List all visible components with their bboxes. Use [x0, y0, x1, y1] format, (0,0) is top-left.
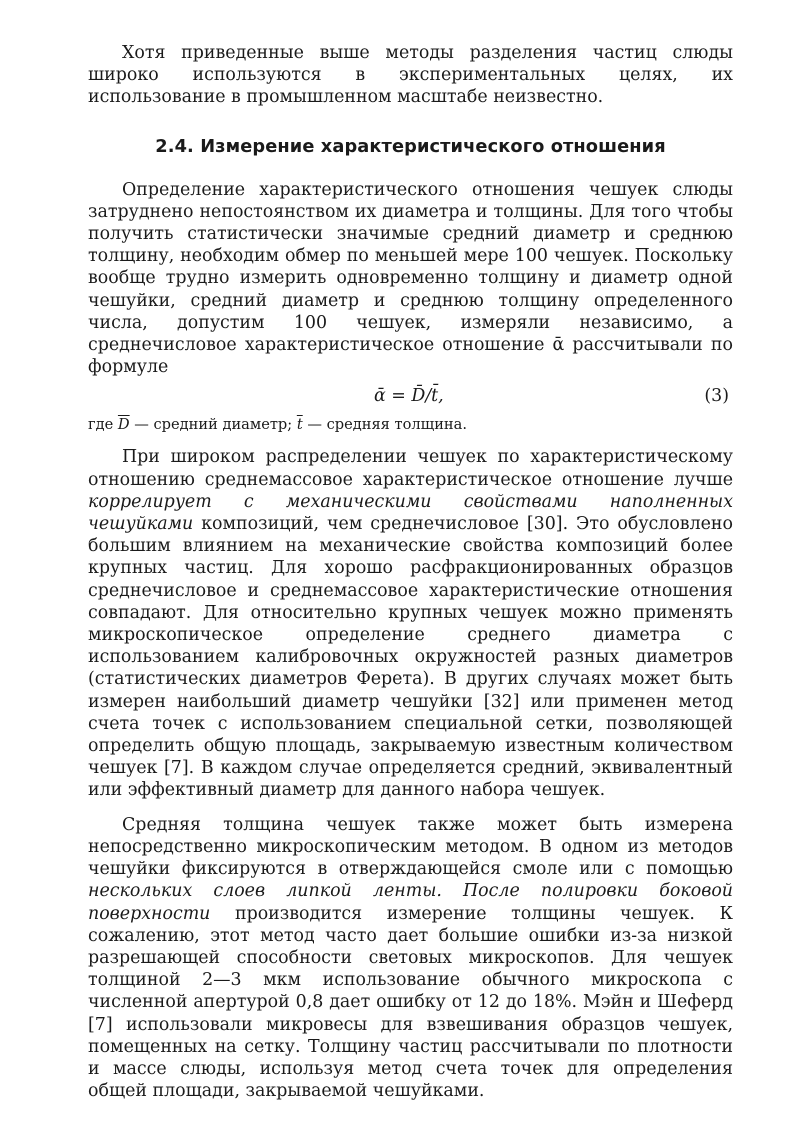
- legend-t-symbol: $\overline{t}$: [296, 416, 303, 434]
- distribution-text-a: При широком распределении чешуек по характеристическому отношению среднемассовое характеристическое отношение лучше: [88, 447, 733, 490]
- formula-legend: [88, 414, 733, 436]
- paragraph-distribution: [88, 446, 733, 801]
- thickness-text-italic: нескольких слоев липкой ленты. После полировки боковой поверхности: [88, 881, 733, 924]
- legend-d-desc: — средний диаметр;: [129, 416, 297, 434]
- distribution-text-italic: коррелирует с механическими свойствами наполненных чешуйками: [88, 491, 733, 535]
- paragraph-thickness: [88, 814, 733, 1103]
- thickness-text-a: Средняя толщина чешуек также может быть измерена непосредственно микроскопическим методом. В одном из методов чешуйки фиксируются в отверждающейся смоле или с помощью: [88, 814, 733, 880]
- legend-t-desc: — средняя толщина.: [302, 416, 467, 434]
- distribution-text-c: композиций, чем среднечисловое [30]. Это обусловлено большим влиянием на механические свойства композиций более крупных частиц. Для хорошо расфракционированных образцов среднечисловое и среднемассовое характеристические отношения совпадают. Для относительно крупных чешуек можно применять микроскопическое определение среднего диаметра с использованием калибровочных окружностей разных диаметров (статистических диаметров Ферета). В других случаях может быть измерен наибольший диаметр чешуйки [32] или применен метод счета точек с использованием специальной сетки, позволяющей определить общую площадь, закрываемую известным количеством чешуек [7]. В каждом случае определяется средний, эквивалентный или эффективный диаметр для данного набора чешуек.: [88, 514, 733, 801]
- legend-d-symbol: $\overline{D}$: [117, 416, 130, 434]
- legend-prefix: где: [88, 416, 118, 434]
- formula-number: (3): [704, 386, 729, 407]
- paragraph-definition: Определение характеристического отношения чешуек слюды затруднено непостоянством их диаметра и толщины. Для того чтобы получить статистически значимые средний диаметр и среднюю толщину, необходим обмер по меньшей мере 100 чешуек. Поскольку вообще трудно измерить одновременно толщину и диаметр одной чешуйки, средний диаметр и среднюю толщину определенного числа, допустим 100 чешуек, измеряли независимо, а среднечисловое характеристическое отношение ᾱ рассчитывали по формуле: [88, 179, 733, 378]
- paragraph-intro: Хотя приведенные выше методы разделения частиц слюды широко используются в экспериментальных целях, их использование в промышленном масштабе неизвестно.: [88, 43, 733, 108]
- formula-expression: ᾱ = D̄/t̄,: [374, 386, 444, 407]
- thickness-text-c: производится измерение толщины чешуек. К сожалению, этот метод часто дает большие ошибки из-за низкой разрешающей способности световых микроскопов. Для чешуек толщиной 2—3 мкм использование обычного микроскопа с численной апертурой 0,8 дает ошибку от 12 до 18%. Мэйн и Шеферд [7] использовали микровесы для взвешивания образцов чешуек, помещенных на сетку. Толщину частиц рассчитывали по плотности и массе слюды, используя метод счета точек для определения общей площади, закрываемой чешуйками.: [88, 903, 733, 1102]
- section-heading: 2.4. Измерение характеристического отношения: [155, 135, 666, 157]
- formula-block: [88, 380, 733, 414]
